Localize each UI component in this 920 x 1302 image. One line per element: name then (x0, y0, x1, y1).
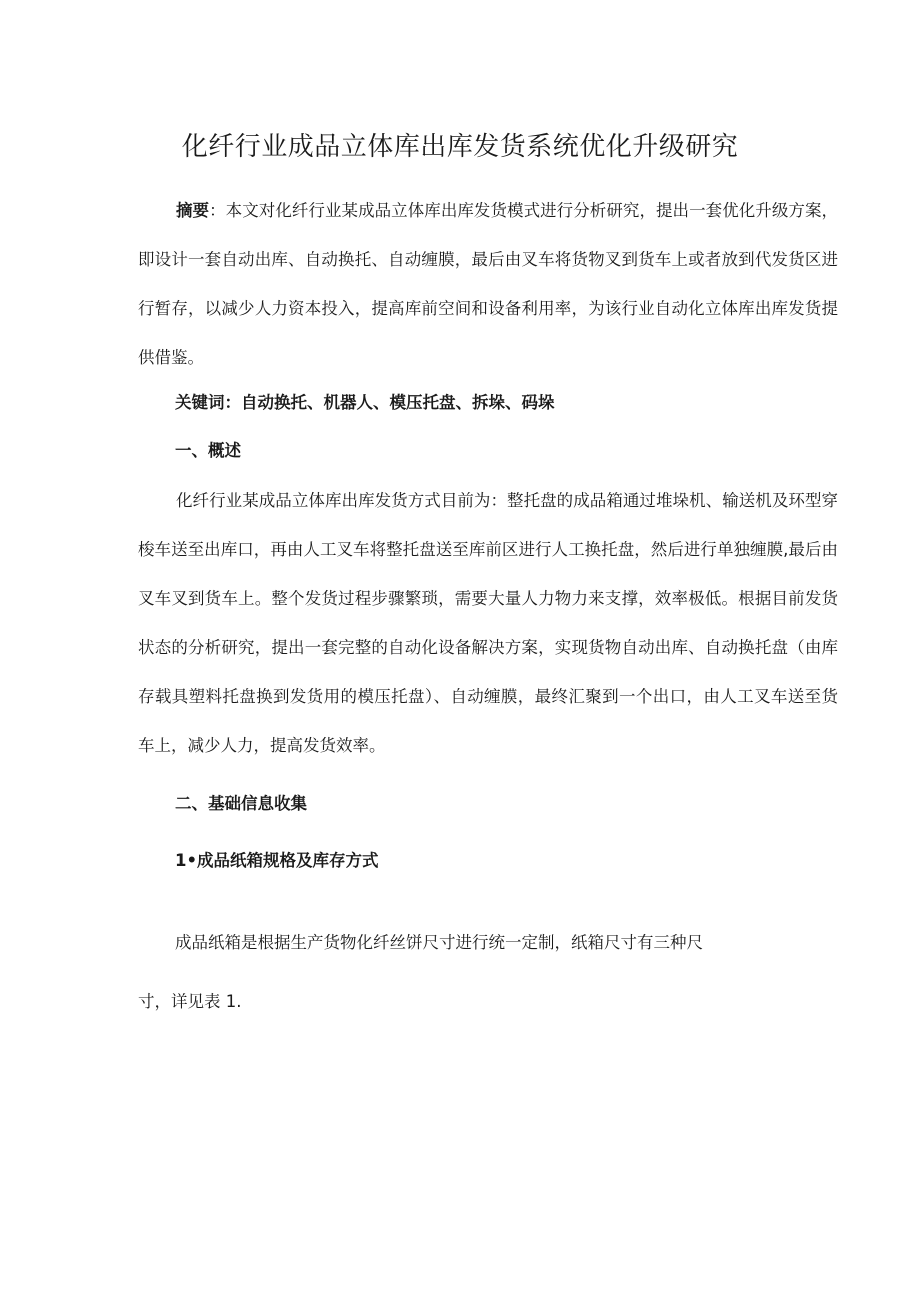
abstract-label: 摘要 (176, 201, 210, 220)
abstract-paragraph (138, 186, 838, 382)
overview-paragraph: 化纤行业某成品立体库出库发货方式目前为：整托盘的成品箱通过堆垛机、输送机及环型穿梭车送至出库口，再由人工叉车将整托盘送至库前区进行人工换托盘，然后进行单独缠膜,最后由叉车叉到货车上。整个发货过程步骤繁琐，需要大量人力物力来支撑，效率极低。根据目前发货状态的分析研究，提出一套完整的自动化设备解决方案，实现货物自动出库、自动换托盘（由库存载具塑料托盘换到发货用的模压托盘）、自动缠膜，最终汇聚到一个出口，由人工叉车送至货车上，减少人力，提高发货效率。 (138, 491, 838, 755)
carton-spec-paragraph-line1: 成品纸箱是根据生产货物化纤丝饼尺寸进行统一定制，纸箱尺寸有三种尺 (175, 933, 703, 952)
keywords-line: 关键词：自动换托、机器人、模压托盘、拆垛、码垛 (175, 393, 555, 412)
carton-spec-paragraph-line2: 寸，详见表 1. (138, 992, 242, 1011)
abstract-text: ：本文对化纤行业某成品立体库出库发货模式进行分析研究，提出一套优化升级方案，即设计一套自动出库、自动换托、自动缠膜，最后由叉车将货物叉到货车上或者放到代发货区进行暂存，以减少人力资本投入，提高库前空间和设备利用率，为该行业自动化立体库出库发货提供借鉴。 (138, 201, 839, 367)
section-heading-basic-info: 二、基础信息收集 (175, 794, 307, 813)
section-heading-overview: 一、概述 (175, 441, 241, 460)
document-title: 化纤行业成品立体库出库发货系统优化升级研究 (181, 132, 739, 162)
subsection-heading-carton-spec: 1•成品纸箱规格及库存方式 (175, 851, 379, 870)
